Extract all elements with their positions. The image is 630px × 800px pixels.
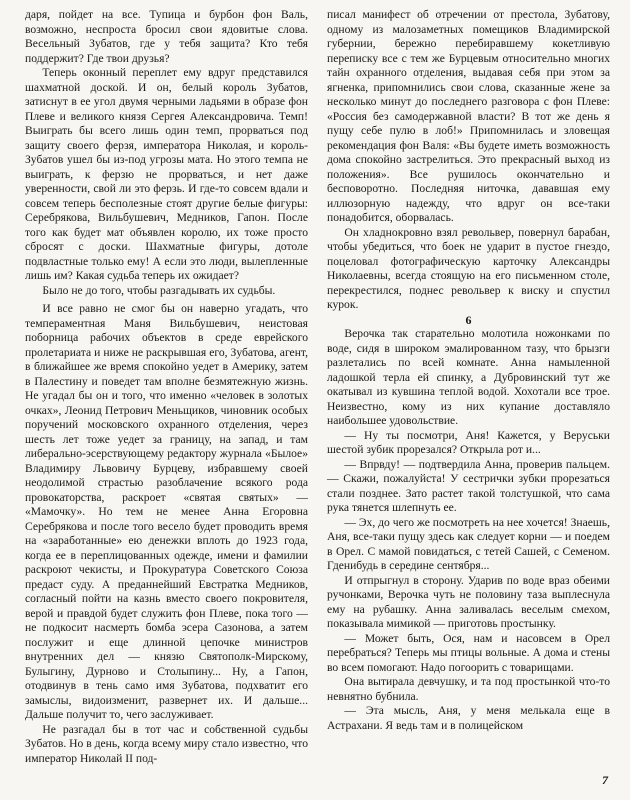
right-paragraph-9: Она вытирала девчушку, и та под простынкой что-то невнятно бубнила. <box>327 675 610 703</box>
right-paragraph-1: писал манифест об отречении от престола, Зубатову, одному из малозаметных помещиков Владимирской губернии, бережно перебиравшему кокетливую переписку все с тем же Бурцевым относительно многих тайн охранного отделения, выдавая себя при этом за ягненка, припомнились свои слова, сказанные жене за несколько минут до последнего разговора с фон Плеве: «Россия без самодержавной власти? В тот же день я пущу себе пулю в лоб!» Припомнилась и зловещая рекомендация фон Валя: «Вы будете иметь возможность дома спокойно застрелиться. Это прекрасный выход из положения». Все рушилось окончательно и бесповоротно. Последняя ниточка, дававшая ему иллюзорную надежду, что вдруг он все-таки понадобится, оборвалась. <box>327 8 610 224</box>
right-paragraph-10: — Эта мысль, Аня, у меня мелькала еще в Астрахани. Я ведь там и в полицейском <box>327 704 610 732</box>
left-paragraph-3: Было не до того, чтобы разгадывать их судьбы. <box>42 283 276 297</box>
right-paragraph-2: Он хладнокровно взял револьвер, повернул барабан, чтобы убедиться, что боек не ударит в пустое гнездо, поцеловал фотографическую карточку Александры Николаевны, всегда стоящую на его письменном столе, перекрестился, поднес револьвер к виску и спустил курок. <box>327 225 610 311</box>
left-paragraph-2: Теперь оконный переплет ему вдруг представился шахматной доской. И он, белый король Зубатов, затиснут в ее угол двумя черными ладьями в образе фон Плеве и великого князя Сергея Александровича. Темп! Выиграть бы всего лишь один темп, прорваться под защиту своего ферзя, императора Николая, и король-Зубатов ушел бы из-под угрозы мата. Но этого темпа не выиграть, к ферзю не прорваться, и нет даже уверенности, свой ли это ферзь. И где-то совсем вдали и совсем теперь бесполезные стоят другие белые фигуры: Серебрякова, Вильбушевич, Медников, Гапон. После того как будет мат объявлен королю, их тоже просто сбросят с доски. Шахматные фигуры, дотоле подвластные только ему! А если это люди, вылепленные лишь им? Какая судьба теперь их ожидает? <box>25 66 308 282</box>
left-column <box>25 8 308 766</box>
right-paragraph-3: Верочка так старательно молотила ножонками по воде, сидя в широком эмалированном тазу, что брызги разлетались по всей комнате. Анна намыленной ладошкой терла ей спинку, а Дубровинский тут же окатывал из кувшина теплой водой. Хохотали все трое. Неизвестно, кому из них купание доставляло наибольшее удовольствие. <box>327 327 610 427</box>
right-paragraph-4: — Ну ты посмотри, Аня! Кажется, у Веруськи шестой зубик прорезался? Открыла рот и... <box>327 428 610 456</box>
right-paragraph-8: — Может быть, Ося, нам и насовсем в Орел перебраться? Теперь мы птицы вольные. А дома и стены во всем помогают. Надо погоорить с товарищами. <box>327 631 610 674</box>
right-paragraph-7: И отпрыгнул в сторону. Ударив по воде враз обеими ручонками, Верочка чуть не половину таза выплеснула ему на рубашку. Анна заливалась веселым смехом, показывала мимикой — приготовь простынку. <box>327 573 610 630</box>
left-paragraph-1: даря, пойдет на все. Тупица и бурбон фон Валь, возможно, неспроста бросил свои ядовитые слова. Весельный Зубатов, где у тебя защита? Кто тебя поддержит? Где твои друзья? <box>25 8 308 65</box>
left-paragraph-4: И все равно не смог бы он наверно угадать, что темпераментная Маня Вильбушевич, неистовая поборница рабочих объектов в среде еврейского пролетариата и ниже не раскрывшая его, Зубатова, агент, в ближайшее же время спокойно уедет в Америку, затем в Палестину и поведет там вполне безмятежную жизнь. Не угадал бы он и того, что именно «человек в золотых очках», Леонид Петрович Меньщиков, чиновник особых поручений московского охранного отделения, через шесть лет тоже уедет за границу, на запад, и там либерально-эсерствующему редактору журнала «Былое» Владимиру Львовичу Бурцеву, избравшему своей неодолимой страстью разоблачение всякого рода провокаторства, раскроет «святая святых» — «Мамочку». Но тем не менее Анна Егоровна Серебрякова и после того весело будет проводить время на «заработанные» ею денежки вплоть до 1923 года, когда ее в переплицованных одежде, имени и фамилии раскроют чекисты, и Прокуратура Советского Союза предаст суду. А преданнейший Евстратка Медников, согласный пойти на казнь вместо своего покровителя, верой и правдой будет служить фон Плеве, пока того — не подкосит насмерть бомба эсера Сазонова, а затем послужит и еще длинной цепочке министров внутренних дел — князю Святополк-Мирскому, Булыгину, Дурново и Столыпину... Ну, а Гапон, отодвинув в тень само имя Зубатова, подхватит его замыслы, видоизменит, развернет их. И дальше... Дальше получит то, чего заслуживает. <box>25 302 308 721</box>
text-columns <box>25 8 610 766</box>
left-paragraph-5: Не разгадал бы в тот час и собственной судьбы Зубатов. Но в день, когда всему миру стало известно, что император Николай II под- <box>25 722 308 765</box>
right-column <box>327 8 610 766</box>
right-paragraph-6: — Эх, до чего же посмотреть на нее хочется! Знаешь, Аня, все-таки пущу здесь как следует корни — и поедем в Орел. С мамой повидаться, с тетей Сашей, с Семеном. Гденибудь в середине сентября... <box>327 515 610 572</box>
right-paragraph-5: — Впрвду! — подтвердила Анна, проверив пальцем. — Скажи, пожалуйста! У сестрички зубки прорезаться стали позднее. Зато растет такой толстушкой, что сама рука тянется шлепнуть ее. <box>327 457 610 514</box>
chapter-number: 6 <box>465 312 472 327</box>
page-number: 7 <box>602 773 608 787</box>
